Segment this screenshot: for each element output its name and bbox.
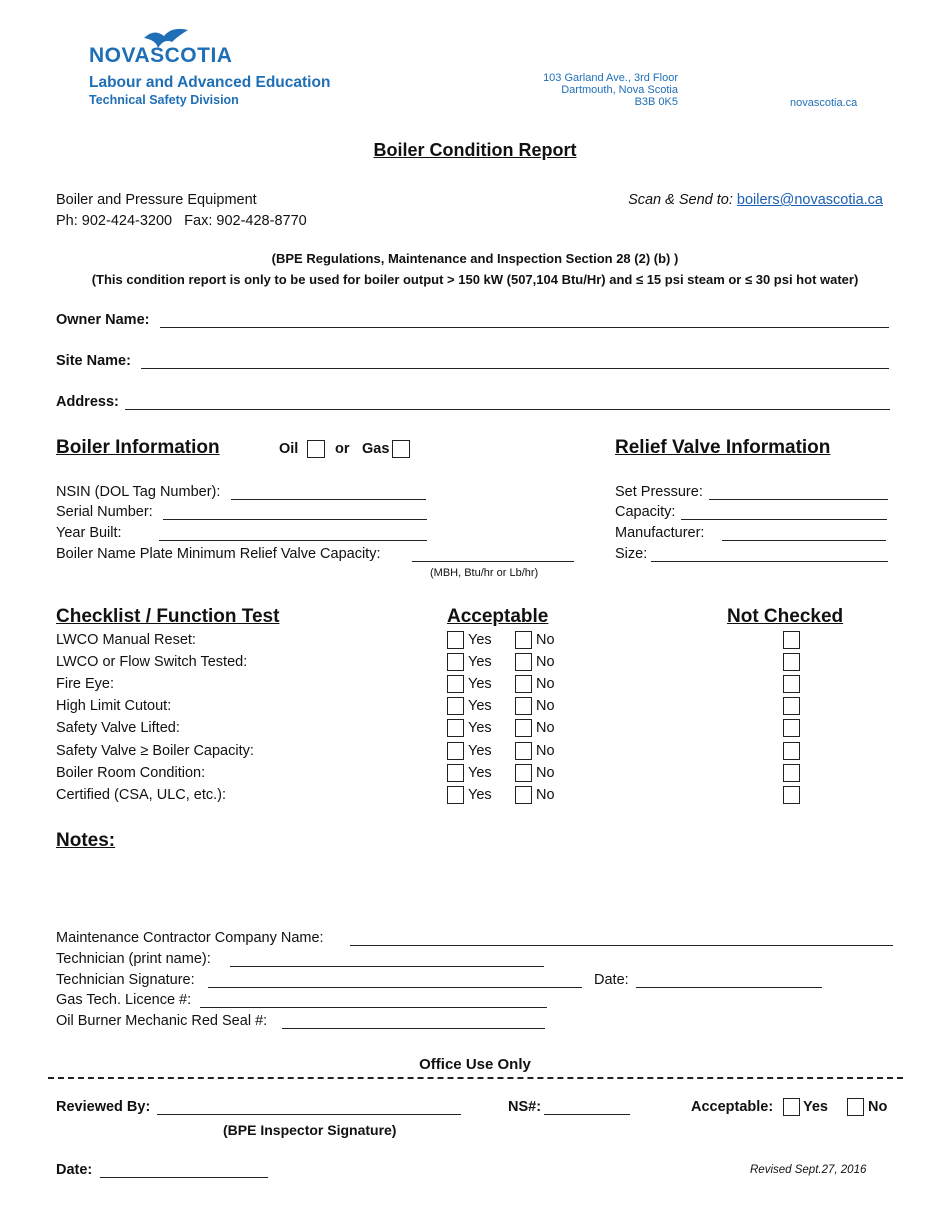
address-field[interactable] xyxy=(125,409,890,410)
office-no-label: No xyxy=(868,1099,888,1115)
org-name: Boiler and Pressure Equipment xyxy=(56,192,257,208)
technician-signature-field[interactable] xyxy=(208,987,582,988)
page-title: Boiler Condition Report xyxy=(373,140,577,160)
address-line-2: Dartmouth, Nova Scotia xyxy=(561,84,678,96)
email-link[interactable]: boilers@novascotia.ca xyxy=(736,192,883,208)
capacity-label: Capacity: xyxy=(615,504,676,520)
tech-date-field[interactable] xyxy=(636,987,822,988)
no-checkbox[interactable] xyxy=(515,719,532,737)
technician-name-field[interactable] xyxy=(230,966,544,967)
revision-date: Revised Sept.27, 2016 xyxy=(750,1164,867,1176)
scan-send xyxy=(628,192,883,208)
not-checked-checkbox[interactable] xyxy=(783,697,800,715)
checklist-heading: Checklist / Function Test xyxy=(56,606,280,627)
no-checkbox[interactable] xyxy=(515,742,532,760)
address-label: Address: xyxy=(56,394,119,410)
yes-checkbox[interactable] xyxy=(447,631,464,649)
set-pressure-field[interactable] xyxy=(709,499,888,500)
no-label: No xyxy=(536,676,555,692)
no-label: No xyxy=(536,698,555,714)
office-no-checkbox[interactable] xyxy=(847,1098,864,1116)
gas-licence-field[interactable] xyxy=(200,1007,547,1008)
website-link[interactable]: novascotia.ca xyxy=(790,97,858,109)
owner-name-field[interactable] xyxy=(160,327,889,328)
reviewed-by-field[interactable] xyxy=(157,1114,461,1115)
regulation-ref: (BPE Regulations, Maintenance and Inspection Section 28 (2) (b) ) xyxy=(271,251,679,266)
logo-text-scotia: SCOTIA xyxy=(150,44,233,67)
set-pressure-label: Set Pressure: xyxy=(615,484,703,500)
phone-fax: Ph: 902-424-3200 Fax: 902-428-8770 xyxy=(56,213,307,229)
nsin-field[interactable] xyxy=(231,499,426,500)
division-name: Technical Safety Division xyxy=(89,93,239,107)
yes-checkbox[interactable] xyxy=(447,719,464,737)
tech-date-label: Date: xyxy=(594,972,629,988)
acceptable-heading: Acceptable xyxy=(447,606,549,627)
checklist-item-label: Safety Valve Lifted: xyxy=(56,720,180,736)
size-field[interactable] xyxy=(651,561,888,562)
red-seal-label: Oil Burner Mechanic Red Seal #: xyxy=(56,1013,268,1029)
or-label: or xyxy=(335,441,350,457)
yes-checkbox[interactable] xyxy=(447,742,464,760)
year-built-label: Year Built: xyxy=(56,525,122,541)
dashed-divider xyxy=(48,1077,903,1079)
no-label: No xyxy=(536,765,555,781)
min-relief-label: Boiler Name Plate Minimum Relief Valve Capacity: xyxy=(56,546,381,562)
no-label: No xyxy=(536,654,555,670)
yes-label: Yes xyxy=(468,787,492,803)
ns-number-field[interactable] xyxy=(544,1114,630,1115)
yes-label: Yes xyxy=(468,743,492,759)
office-address xyxy=(543,72,678,108)
office-yes-checkbox[interactable] xyxy=(783,1098,800,1116)
oil-checkbox[interactable] xyxy=(307,440,325,458)
no-label: No xyxy=(536,720,555,736)
checklist-item-label: Boiler Room Condition: xyxy=(56,765,206,781)
reviewed-by-label: Reviewed By: xyxy=(56,1099,151,1115)
checklist-item-label: Fire Eye: xyxy=(56,676,115,692)
notes-heading: Notes: xyxy=(56,830,116,851)
yes-label: Yes xyxy=(468,765,492,781)
nsin-label: NSIN (DOL Tag Number): xyxy=(56,484,221,500)
owner-name-label: Owner Name: xyxy=(56,312,150,328)
no-checkbox[interactable] xyxy=(515,764,532,782)
yes-label: Yes xyxy=(468,676,492,692)
gas-checkbox[interactable] xyxy=(392,440,410,458)
not-checked-checkbox[interactable] xyxy=(783,719,800,737)
relief-info-heading: Relief Valve Information xyxy=(615,437,831,458)
not-checked-checkbox[interactable] xyxy=(783,631,800,649)
address-line-1: 103 Garland Ave., 3rd Floor xyxy=(543,72,678,84)
no-checkbox[interactable] xyxy=(515,653,532,671)
manufacturer-label: Manufacturer: xyxy=(615,525,705,541)
scan-label: Scan & Send to: xyxy=(628,192,733,208)
office-use-heading: Office Use Only xyxy=(419,1056,531,1073)
not-checked-checkbox[interactable] xyxy=(783,764,800,782)
no-label: No xyxy=(536,743,555,759)
not-checked-checkbox[interactable] xyxy=(783,653,800,671)
not-checked-checkbox[interactable] xyxy=(783,742,800,760)
not-checked-checkbox[interactable] xyxy=(783,675,800,693)
serial-field[interactable] xyxy=(163,519,427,520)
yes-checkbox[interactable] xyxy=(447,675,464,693)
no-checkbox[interactable] xyxy=(515,631,532,649)
checklist-item-label: High Limit Cutout: xyxy=(56,698,172,714)
gas-licence-label: Gas Tech. Licence #: xyxy=(56,992,192,1008)
office-acceptable-label: Acceptable: xyxy=(691,1099,774,1115)
not-checked-heading: Not Checked xyxy=(727,606,844,627)
min-relief-field[interactable] xyxy=(412,561,574,562)
red-seal-field[interactable] xyxy=(282,1028,545,1029)
yes-label: Yes xyxy=(468,698,492,714)
oil-label: Oil xyxy=(279,441,299,457)
no-label: No xyxy=(536,787,555,803)
no-label: No xyxy=(536,632,555,648)
checklist-item-label: Safety Valve ≥ Boiler Capacity: xyxy=(56,743,254,759)
units-note: (MBH, Btu/hr or Lb/hr) xyxy=(430,567,539,579)
site-name-field[interactable] xyxy=(141,368,889,369)
checklist-item-label: LWCO Manual Reset: xyxy=(56,632,196,648)
office-date-label: Date: xyxy=(56,1162,93,1178)
yes-checkbox[interactable] xyxy=(447,764,464,782)
address-line-3: B3B 0K5 xyxy=(634,96,678,108)
scope-note: (This condition report is only to be used for boiler output > 150 kW (507,104 Btu/Hr) and ≤ 15 psi steam or ≤ 30 psi hot water) xyxy=(91,272,859,287)
yes-label: Yes xyxy=(468,654,492,670)
no-checkbox[interactable] xyxy=(515,786,532,804)
boiler-info-heading: Boiler Information xyxy=(56,437,220,458)
no-checkbox[interactable] xyxy=(515,697,532,715)
technician-signature-label: Technician Signature: xyxy=(56,972,195,988)
office-yes-label: Yes xyxy=(803,1099,828,1115)
yes-label: Yes xyxy=(468,720,492,736)
office-date-field[interactable] xyxy=(100,1177,268,1178)
serial-label: Serial Number: xyxy=(56,504,153,520)
checklist-item-label: LWCO or Flow Switch Tested: xyxy=(56,654,248,670)
gas-label: Gas xyxy=(362,441,390,457)
ns-number-label: NS#: xyxy=(508,1099,542,1115)
yes-label: Yes xyxy=(468,632,492,648)
yes-checkbox[interactable] xyxy=(447,697,464,715)
checklist-item-label: Certified (CSA, ULC, etc.): xyxy=(56,787,227,803)
site-name-label: Site Name: xyxy=(56,353,131,369)
yes-checkbox[interactable] xyxy=(447,653,464,671)
inspector-signature-note: (BPE Inspector Signature) xyxy=(223,1122,397,1138)
contractor-company-field[interactable] xyxy=(350,945,893,946)
size-label: Size: xyxy=(615,546,648,562)
not-checked-checkbox[interactable] xyxy=(783,786,800,804)
contractor-company-label: Maintenance Contractor Company Name: xyxy=(56,930,324,946)
no-checkbox[interactable] xyxy=(515,675,532,693)
year-built-field[interactable] xyxy=(159,540,427,541)
logo-text-nova: NOVA xyxy=(89,44,151,67)
yes-checkbox[interactable] xyxy=(447,786,464,804)
capacity-field[interactable] xyxy=(681,519,887,520)
manufacturer-field[interactable] xyxy=(722,540,886,541)
technician-name-label: Technician (print name): xyxy=(56,951,211,967)
department-name: Labour and Advanced Education xyxy=(89,74,331,91)
